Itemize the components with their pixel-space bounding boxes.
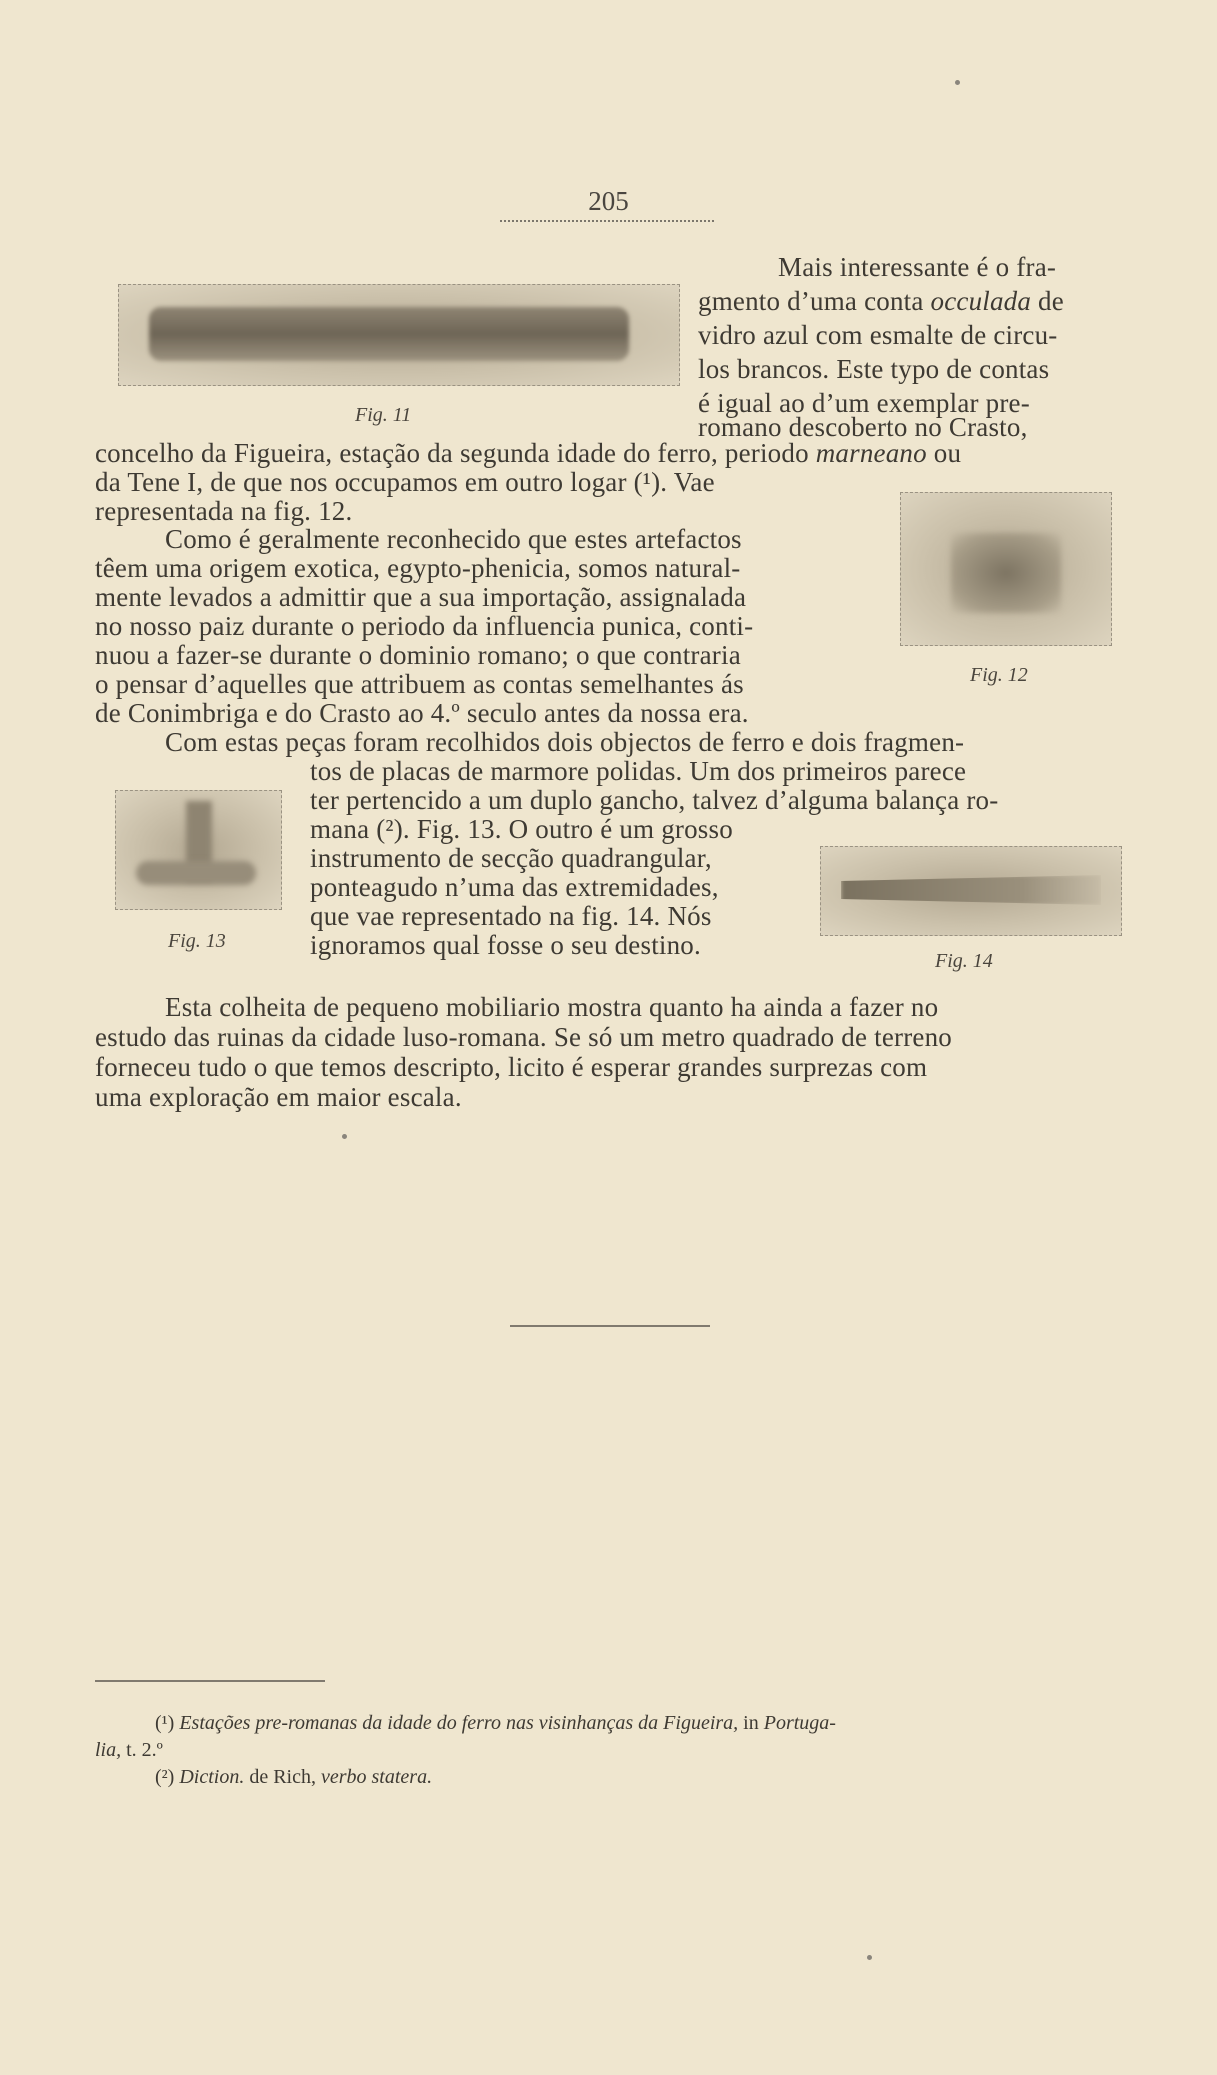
footnote-2-mid: de Rich, (249, 1766, 316, 1788)
footnote-1-mark: (¹) (155, 1712, 175, 1734)
p3-line-2: tos de placas de marmore polidas. Um dos primeiros parece (310, 756, 967, 786)
footnote-divider (95, 1680, 325, 1682)
figure-12-image (900, 492, 1112, 646)
figure-14-caption: Fig. 14 (935, 950, 993, 972)
p1-line-1: Mais interessante é o fra- (778, 252, 1057, 282)
p4-line-4: uma exploração em maior escala. (95, 1082, 462, 1112)
figure-11-caption: Fig. 11 (355, 404, 412, 426)
p1-line-6: romano descoberto no Crasto, (698, 412, 1028, 442)
p1-line-9: representada na fig. 12. (95, 496, 353, 526)
p3-line-6: ponteagudo n’uma das extremidades, (310, 872, 719, 902)
p4-line-3: forneceu tudo o que temos descripto, licito é esperar grandes surprezas com (95, 1052, 928, 1082)
figure-13-caption: Fig. 13 (168, 930, 226, 952)
p1-line-7-text: concelho da Figueira, estação da segunda idade do ferro, periodo (95, 438, 809, 468)
paper-speck (342, 1134, 347, 1139)
footnote-1-journal-end: lia, (95, 1739, 122, 1761)
p3-line-3: ter pertencido a um duplo gancho, talvez d’alguma balança ro- (310, 785, 999, 815)
p3-line-1: Com estas peças foram recolhidos dois objectos de ferro e dois fragmen- (165, 727, 965, 757)
p1-line-7-end: ou (933, 438, 962, 468)
footnote-1-journal: Portuga- (763, 1712, 836, 1734)
figure-11-image (118, 284, 680, 386)
p1-line-8: da Tene I, de que nos occupamos em outro logar (¹). Vae (95, 467, 715, 497)
p2-line-3: mente levados a admittir que a sua importação, assignalada (95, 582, 747, 612)
p3-line-4: mana (²). Fig. 13. O outro é um grosso (310, 814, 733, 844)
p2-line-1: Como é geralmente reconhecido que estes artefactos (165, 524, 742, 554)
footnote-2-end: verbo statera. (320, 1766, 433, 1788)
p2-line-4: no nosso paiz durante o periodo da influencia punica, conti- (95, 611, 754, 641)
section-divider (510, 1325, 710, 1327)
p4-line-1: Esta colheita de pequeno mobiliario mostra quanto ha ainda a fazer no (165, 992, 939, 1022)
p3-line-8: ignoramos qual fosse o seu destino. (310, 930, 701, 960)
footnote-1-line-2 (95, 1737, 163, 1763)
p1-line-2-end: de (1038, 286, 1064, 316)
figure-14-image (820, 846, 1122, 936)
p1-line-4: los brancos. Este typo de contas (698, 354, 1050, 384)
figure-12-caption: Fig. 12 (970, 664, 1028, 686)
p1-line-2 (698, 284, 1064, 318)
paper-speck (955, 80, 960, 85)
footnote-1-in: in (743, 1712, 759, 1734)
p4-line-2: estudo das ruinas da cidade luso-romana. Se só um metro quadrado de terreno (95, 1022, 952, 1052)
footnote-2-title: Diction. (179, 1766, 245, 1788)
footnote-1-line-1 (155, 1710, 836, 1736)
footnote-2 (155, 1764, 432, 1790)
p1-marneano: marneano (815, 438, 927, 468)
footnote-1-title: Estações pre-romanas da idade do ferro nas visinhanças da Figueira, (179, 1712, 739, 1734)
page-number-divider (500, 220, 714, 222)
p1-line-2-text: gmento d’uma conta (698, 286, 924, 316)
footnote-2-mark: (²) (155, 1766, 175, 1788)
figure-13-image (115, 790, 282, 910)
p2-line-6: o pensar d’aquelles que attribuem as contas semelhantes ás (95, 669, 744, 699)
p1-line-3: vidro azul com esmalte de circu- (698, 320, 1058, 350)
p3-line-5: instrumento de secção quadrangular, (310, 843, 712, 873)
p1-line-5: é igual ao d’um exemplar pre- (698, 388, 1030, 418)
p3-line-7: que vae representado na fig. 14. Nós (310, 901, 712, 931)
p2-line-7: de Conimbriga e do Crasto ao 4.º seculo antes da nossa era. (95, 698, 749, 728)
p1-occulada: occulada (930, 286, 1032, 316)
paper-speck (867, 1955, 872, 1960)
p2-line-5: nuou a fazer-se durante o dominio romano; o que contraria (95, 640, 741, 670)
page-number: 205 (588, 186, 629, 216)
p2-line-2: têem uma origem exotica, egypto-phenicia, somos natural- (95, 553, 741, 583)
footnote-1-rest: t. 2.º (126, 1739, 163, 1761)
